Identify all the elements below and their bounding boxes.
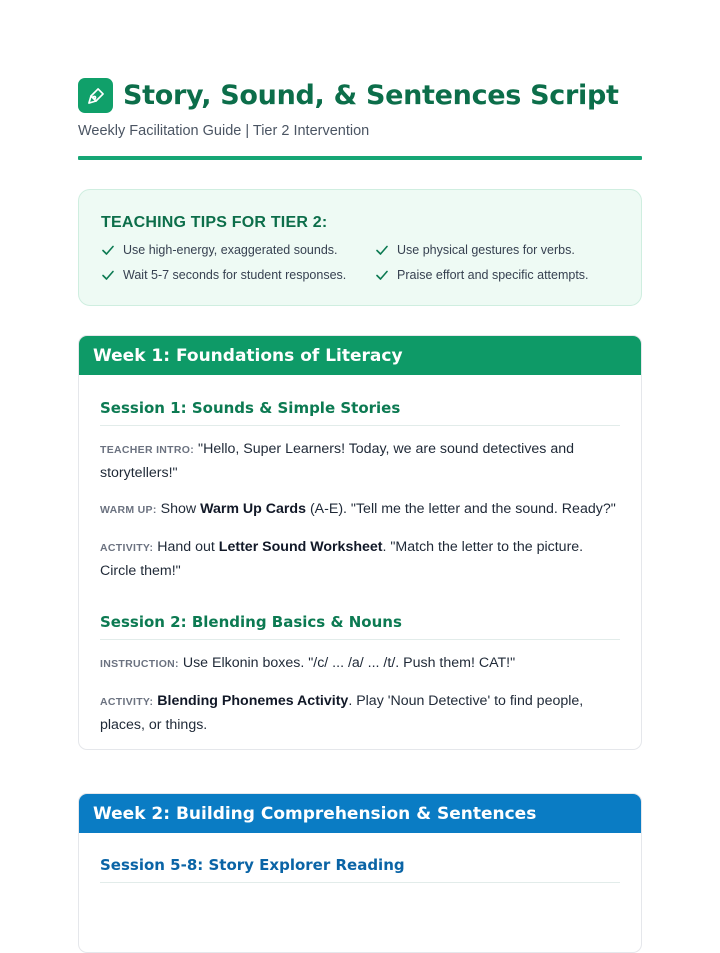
script-entry	[100, 536, 620, 583]
entry-text: (A-E). "Tell me the letter and the sound. Ready?"	[306, 501, 616, 517]
check-icon	[375, 243, 389, 257]
header	[78, 78, 642, 139]
pen-nib-icon	[78, 78, 113, 113]
page-title: Story, Sound, & Sentences Script	[123, 80, 619, 111]
material-name: Blending Phonemes Activity	[157, 693, 349, 709]
week-header: Week 1: Foundations of Literacy	[79, 336, 641, 375]
check-icon	[101, 243, 115, 257]
entry-text: . Play 'Noun Detective' to find people, places, or things.	[100, 693, 584, 733]
tip-item	[101, 267, 375, 282]
entry-label: ACTIVITY:	[100, 542, 154, 554]
check-icon	[101, 268, 115, 282]
entry-label: ACTIVITY:	[100, 696, 154, 708]
tip-text: Praise effort and specific attempts.	[397, 267, 589, 282]
entry-text: "Hello, Super Learners! Today, we are sound detectives and storytellers!"	[100, 441, 575, 481]
entry-label: INSTRUCTION:	[100, 658, 179, 670]
tips-title: TEACHING TIPS FOR TIER 2:	[101, 214, 328, 231]
tips-list	[101, 242, 619, 282]
tip-item	[375, 242, 635, 257]
script-entry	[100, 690, 620, 737]
teaching-tips-panel	[78, 189, 642, 306]
tip-item	[375, 267, 635, 282]
session-title: Session 2: Blending Basics & Nouns	[100, 613, 620, 640]
header-divider	[78, 156, 642, 160]
tip-text: Use physical gestures for verbs.	[397, 242, 575, 257]
week-body	[79, 399, 641, 737]
check-icon	[375, 268, 389, 282]
week-card-2	[78, 793, 642, 953]
entry-text: Hand out	[157, 539, 219, 555]
page-subtitle: Weekly Facilitation Guide | Tier 2 Intervention	[78, 123, 370, 139]
session-title: Session 1: Sounds & Simple Stories	[100, 399, 620, 426]
entry-label: TEACHER INTRO:	[100, 444, 195, 456]
material-name: Letter Sound Worksheet	[218, 539, 383, 555]
week-body	[79, 856, 641, 883]
session-title: Session 5-8: Story Explorer Reading	[100, 856, 620, 883]
tip-text: Use high-energy, exaggerated sounds.	[123, 242, 338, 257]
week-card-1	[78, 335, 642, 750]
tip-item	[101, 242, 375, 257]
entry-text: Show	[160, 501, 201, 517]
entry-text: Use Elkonin boxes. "/c/ ... /a/ ... /t/. Push them! CAT!"	[182, 655, 516, 671]
title-row	[78, 78, 642, 113]
entry-label: WARM UP:	[100, 504, 157, 516]
script-entry	[100, 438, 620, 485]
week-header: Week 2: Building Comprehension & Sentences	[79, 794, 641, 833]
script-entry	[100, 652, 620, 676]
material-name: Warm Up Cards	[200, 501, 306, 517]
script-entry	[100, 498, 620, 522]
entry-text: . "Match the letter to the picture. Circle them!"	[100, 539, 584, 579]
tip-text: Wait 5-7 seconds for student responses.	[123, 267, 347, 282]
